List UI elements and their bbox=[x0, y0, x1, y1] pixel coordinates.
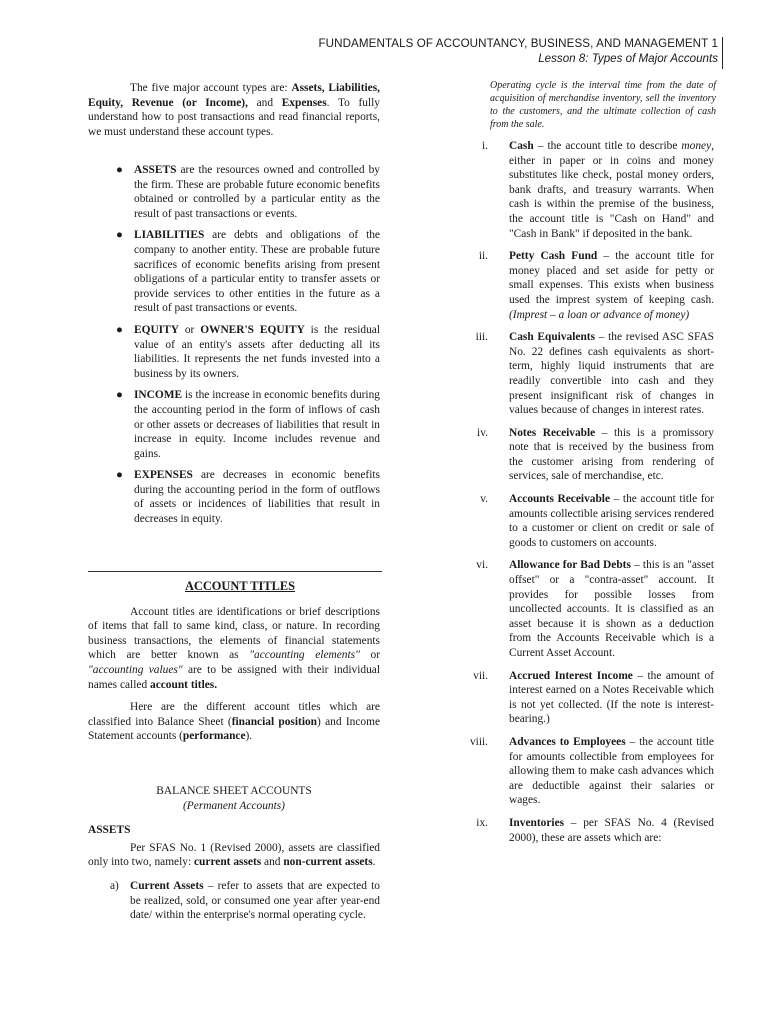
account-types-list bbox=[88, 163, 380, 527]
list-item-assets: ● ASSETS are the resources owned and controlled by the firm. These are probable future economic benefits obtained or controlled by a particular entity as the result of past transactions or events. bbox=[116, 164, 380, 220]
list-item-liabilities: ● LIABILITIES are debts and obligations of the company to another entity. These are probable future sacrifices of economic benefits arising from present obligations of a particular entity to transfer assets or provide services to other entities in the future as a result of past transactions or events. bbox=[116, 229, 380, 315]
bullet-icon: ● bbox=[116, 164, 123, 176]
balance-sheet-section bbox=[88, 784, 380, 923]
list-item-advances-employees: viii. Advances to Employees – the account title for amounts collectible from employees for allowing them to make cash advances which are deductible against their salaries or wages. bbox=[469, 735, 714, 807]
bullet-icon: ● bbox=[116, 229, 123, 242]
account-titles-paragraph: Account titles are identifications or brief descriptions of items that fall to same kind, class, or nature. In recording business transactions, the elements of financial statements which are better known as "accounting elements" or "accounting values" are to be assigned with their individual names called account titles. bbox=[88, 605, 380, 691]
list-item-expenses: ● EXPENSES are decreases in economic benefits during the accounting period in the form of outflows of assets or incidences of liabilities that result in decreases in equity. bbox=[116, 469, 380, 526]
list-item-equity: ● EQUITY or OWNER'S EQUITY is the residual value of an entity's assets after deducting all its liabilities. It represents the net funds invested into a business by its owners. bbox=[116, 323, 380, 380]
current-assets-list bbox=[470, 139, 714, 845]
account-titles-section bbox=[88, 579, 380, 744]
assets-paragraph: Per SFAS No. 1 (Revised 2000), assets are classified only into two, namely: current assets and non-current assets. bbox=[88, 841, 380, 869]
list-item-petty-cash: ii. Petty Cash Fund – the account title for money placed and set aside for petty or small expenses. This exists when business used the imprest system of keeping cash. (Imprest – a loan or advance of money) bbox=[478, 250, 714, 321]
section-divider bbox=[88, 571, 382, 572]
list-item-allowance-bad-debts: vi. Allowance for Bad Debts – this is an "asset offset" or a "contra-asset" account. It provides for possible losses from uncollected accounts. It is classified as an asset because it is shown as a deduction from the Accounts Receivable which is a Current Asset Account. bbox=[476, 559, 714, 659]
list-item-accrued-interest: vii. Accrued Interest Income – the amount of interest earned on a Notes Receivable which is not yet collected. (If the note is interest-bearing.) bbox=[473, 669, 714, 726]
balance-sheet-heading: BALANCE SHEET ACCOUNTS bbox=[156, 785, 312, 797]
list-item-inventories: ix. Inventories – per SFAS No. 4 (Revised 2000), these are assets which are: bbox=[476, 816, 714, 844]
header-divider bbox=[722, 37, 723, 69]
account-titles-heading: ACCOUNT TITLES bbox=[184, 579, 296, 593]
bullet-icon: ● bbox=[116, 469, 123, 482]
intro-paragraph: The five major account types are: Assets, Liabilities, Equity, Revenue (or Income), and Expenses. To fully understand how to post transactions and read financial reports, we must understand these account types. bbox=[88, 82, 381, 138]
course-title: FUNDAMENTALS OF ACCOUNTANCY, BUSINESS, AND MANAGEMENT 1 bbox=[318, 37, 718, 50]
current-assets-item: a) Current Assets – refer to assets that are expected to be realized, sold, or consumed one year after year-end date/ within the enterprise's normal operating cycle. bbox=[110, 879, 380, 922]
list-item-cash-equivalents: iii. Cash Equivalents – the revised ASC SFAS No. 22 defines cash equivalents as short-term, highly liquid instruments that are readily convertible into cash and they present insignificant risk of changes in values because of changes in interest rates. bbox=[475, 331, 715, 417]
left-column bbox=[88, 81, 380, 139]
list-item-income: ● INCOME is the increase in economic benefits during the accounting period in the form of inflows of cash or other assets or decreases of liabilities that result in increase in equity. Income includes revenue and gains. bbox=[116, 389, 380, 460]
operating-cycle-note: Operating cycle is the interval time from the date of acquisition of merchandise inventory, sell the inventory to the customers, and the ultimate collection of cash from the sale. bbox=[490, 80, 716, 130]
item-label: a) bbox=[110, 879, 119, 892]
bullet-icon: ● bbox=[116, 389, 123, 402]
list-item-cash: i. Cash – the account title to describe money, either in paper or in coins and money substitutes like check, postal money orders, bank drafts, and treasury warrants. When cash is within the premise of the business, the account title is "Cash on Hand" and "Cash in Bank" if deposited in the bank. bbox=[481, 140, 714, 240]
classification-paragraph: Here are the different account titles which are classified into Balance Sheet (financial position) and Income Statement accounts (performance). bbox=[88, 701, 381, 743]
lesson-title: Lesson 8: Types of Major Accounts bbox=[538, 52, 718, 65]
bullet-icon: ● bbox=[116, 323, 123, 336]
list-item-accounts-receivable: v. Accounts Receivable – the account title for amounts collectible arising services rendered to a customer or client on credit or sale of goods to customers on accounts. bbox=[480, 493, 715, 549]
assets-heading: ASSETS bbox=[88, 824, 131, 837]
list-item-notes-receivable: iv. Notes Receivable – this is a promissory note that is received by the business from the customer arising from rendering of services, sale of merchandise, etc. bbox=[477, 426, 714, 483]
balance-sheet-subheading: (Permanent Accounts) bbox=[183, 799, 285, 812]
